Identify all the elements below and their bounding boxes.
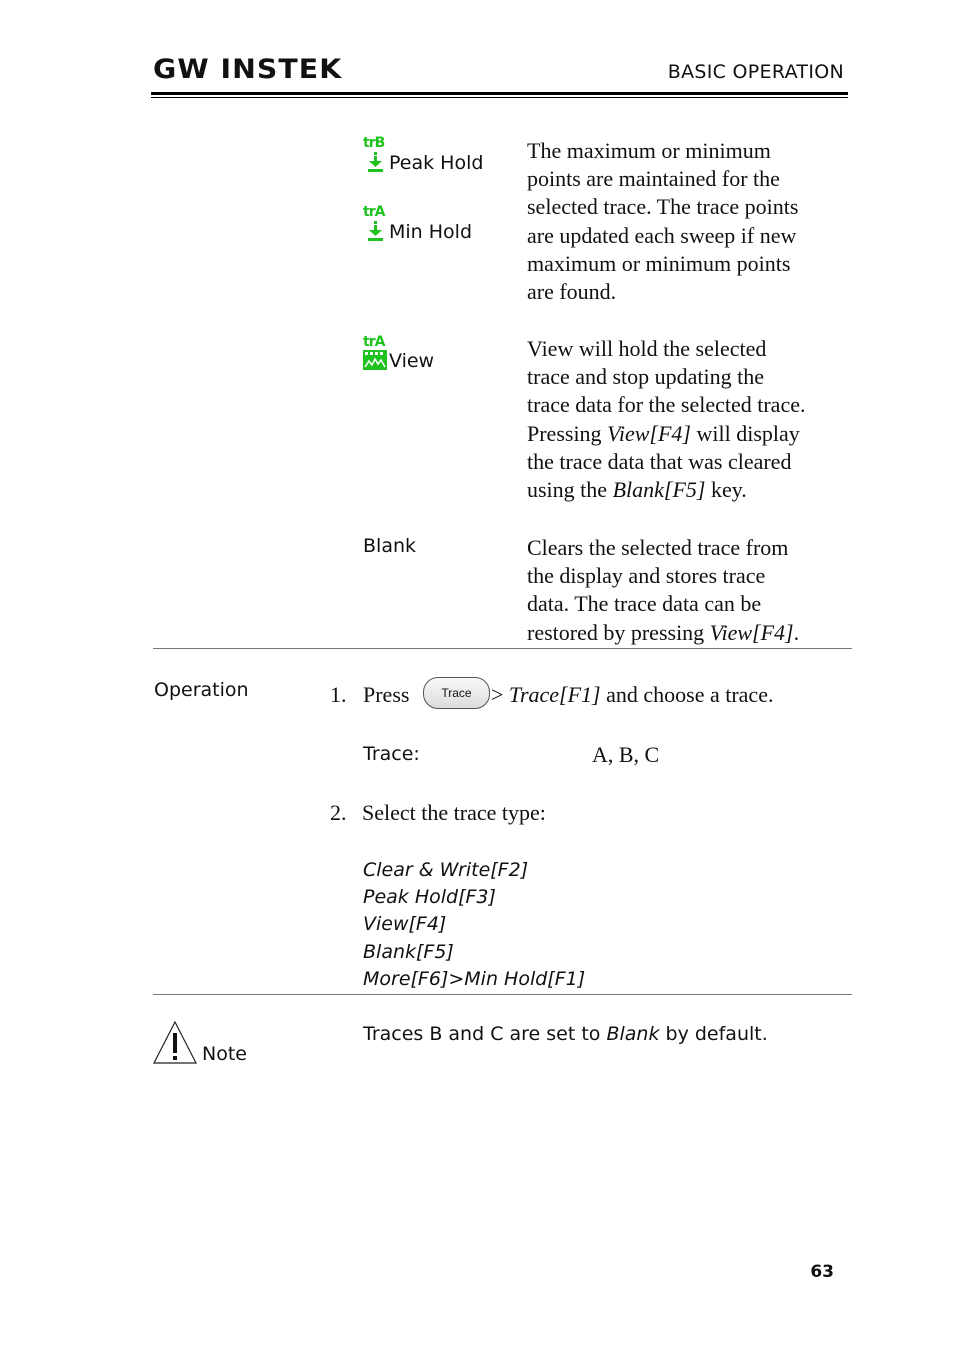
hold-description: The maximum or minimum points are maintained for the selected trace. The trace points are updated each sweep if new maximum or minimum points are found. [527, 138, 799, 305]
option-clear-write: Clear & Write[F2] [363, 859, 529, 881]
header-rule [151, 92, 848, 95]
header-rule-thin [151, 97, 848, 98]
mode-label-min-hold: Min Hold [389, 221, 473, 243]
option-peak-hold: Peak Hold[F3] [363, 886, 496, 909]
mode-label-view: View [389, 350, 435, 372]
note-label: Note [202, 1043, 247, 1065]
trace-a-tag: trA [363, 334, 385, 350]
step-2-text: Select the trace type: [362, 800, 546, 825]
trace-values: A, B, C [592, 742, 660, 767]
download-arrow-icon [366, 152, 384, 172]
step-1-press: Press [363, 682, 410, 707]
trace-type-options [363, 857, 585, 993]
section-title: BASIC OPERATION [667, 61, 844, 83]
step-1-text: > Trace[F1] and choose a trace. [491, 682, 774, 707]
page-number: 63 [810, 1262, 834, 1282]
mode-label-peak-hold: Peak Hold [389, 152, 484, 174]
note-text: Traces B and C are set to Blank by default. [363, 1023, 768, 1045]
step-2-number: 2. [330, 800, 347, 825]
section-divider [153, 994, 852, 995]
download-arrow-icon [366, 221, 384, 241]
operation-label: Operation [154, 679, 249, 701]
option-view: View[F4] [363, 913, 447, 936]
option-min-hold: More[F6]>Min Hold[F1] [363, 967, 586, 990]
trace-a-tag: trA [363, 204, 385, 220]
view-description: View will hold the selected trace and stop updating the trace data for the selected trace. Pressing View[F4] will display the trace data that was cleared using the Blank[F5] key. [527, 336, 806, 503]
gw-instek-logo: GW INSTEK [153, 54, 343, 85]
trace-b-tag: trB [363, 135, 385, 151]
trace-label: Trace: [363, 743, 420, 765]
step-1-number: 1. [330, 682, 347, 707]
option-blank: Blank[F5] [363, 940, 454, 963]
blank-description: Clears the selected trace from the display and stores trace data. The trace data can be restored by pressing View[F4]. [527, 535, 800, 645]
warning-triangle-icon [153, 1021, 197, 1064]
mode-label-blank: Blank [363, 535, 417, 557]
view-screen-icon [363, 350, 387, 370]
section-divider [153, 648, 852, 649]
trace-key-button[interactable]: Trace [423, 677, 490, 709]
